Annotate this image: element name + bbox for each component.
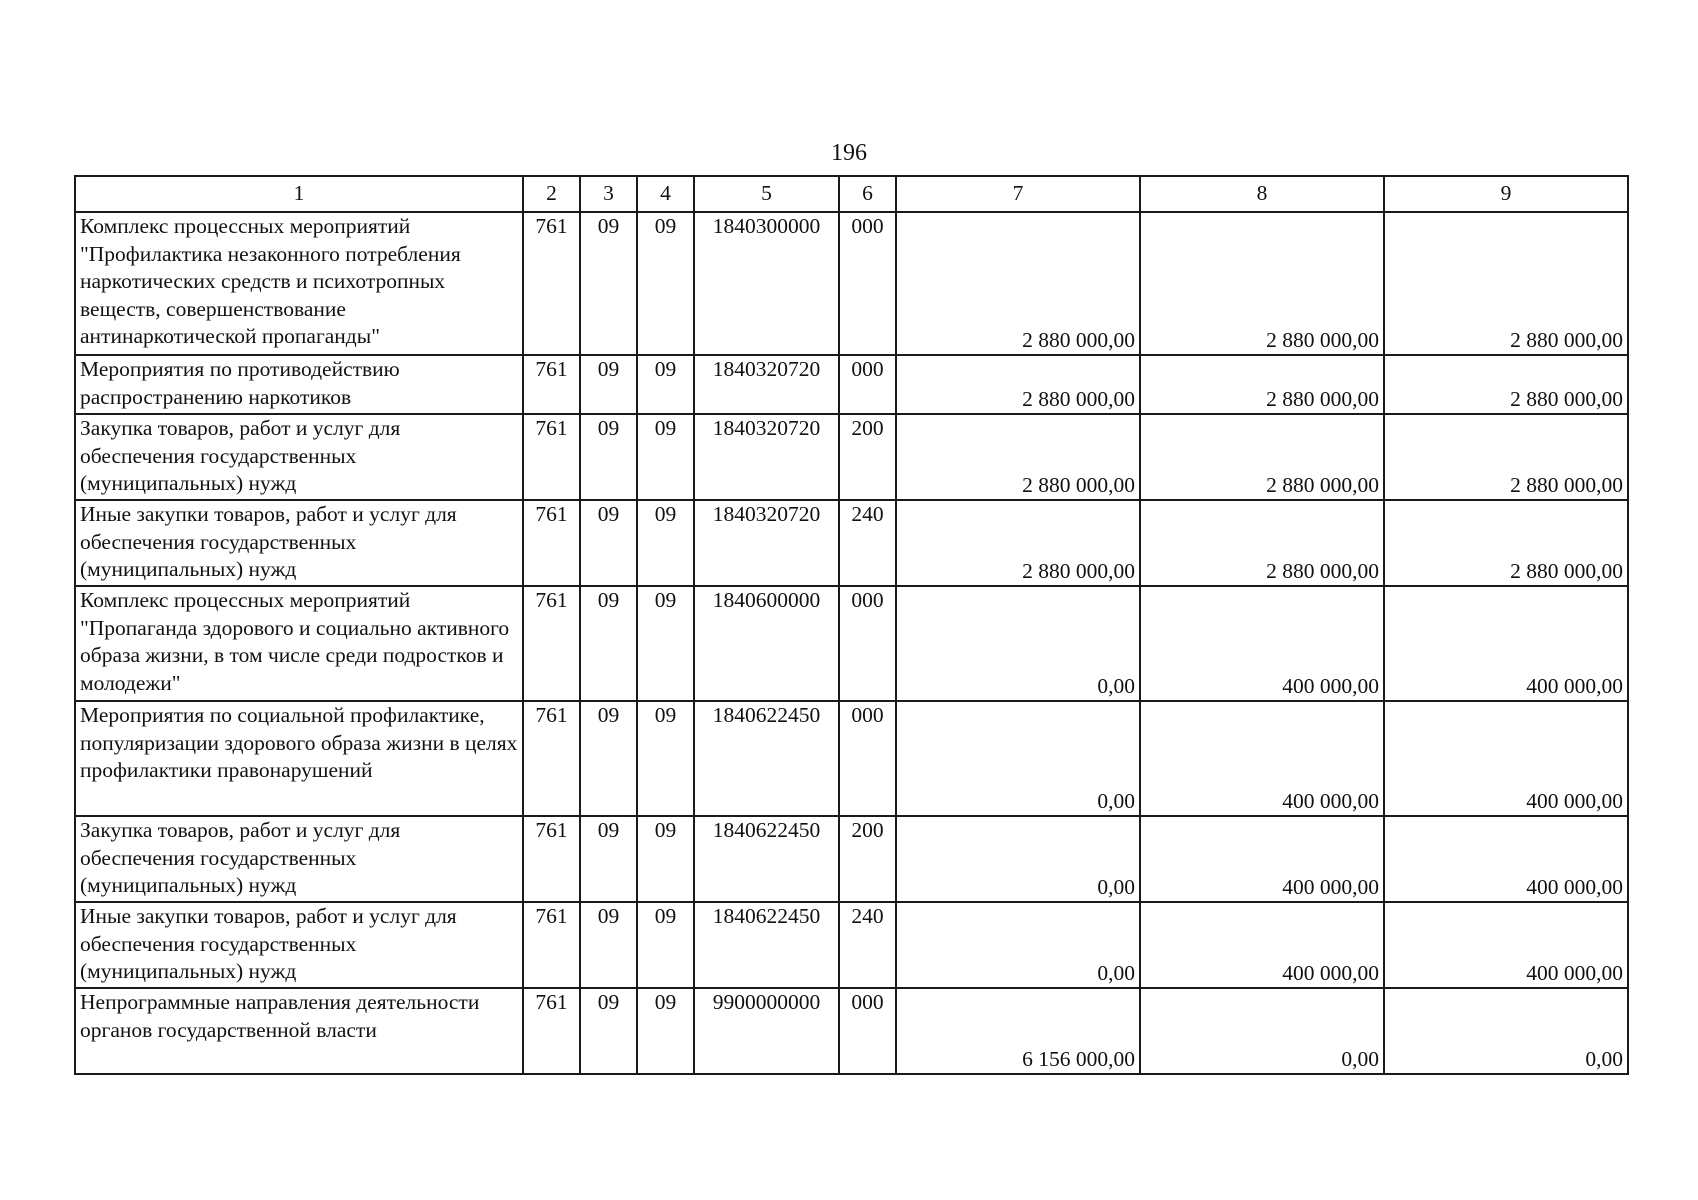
code-cell: 1840300000 <box>694 212 839 355</box>
amount-cell: 2 880 000,00 <box>1384 212 1628 355</box>
code-cell: 09 <box>580 902 637 988</box>
amount-cell: 2 880 000,00 <box>896 355 1140 414</box>
code-cell: 09 <box>637 414 694 500</box>
code-cell: 1840320720 <box>694 414 839 500</box>
code-cell: 240 <box>839 902 896 988</box>
amount-cell: 400 000,00 <box>1140 816 1384 902</box>
amount-cell: 2 880 000,00 <box>896 414 1140 500</box>
code-cell: 761 <box>523 988 580 1074</box>
amount-cell: 400 000,00 <box>1140 701 1384 816</box>
code-cell: 761 <box>523 355 580 414</box>
code-cell: 000 <box>839 701 896 816</box>
amount-cell: 400 000,00 <box>1384 701 1628 816</box>
amount-cell: 2 880 000,00 <box>896 500 1140 586</box>
code-cell: 1840622450 <box>694 902 839 988</box>
amount-cell: 0,00 <box>896 586 1140 701</box>
code-cell: 09 <box>580 701 637 816</box>
row-name-cell: Закупка товаров, работ и услуг для обеспечения государственных (муниципальных) нужд <box>75 816 523 902</box>
code-cell: 000 <box>839 586 896 701</box>
row-name-cell: Комплекс процессных мероприятий "Пропаганда здорового и социально активного образа жизни, в том числе среди подростков и молодежи" <box>75 586 523 701</box>
code-cell: 761 <box>523 500 580 586</box>
amount-cell: 2 880 000,00 <box>1384 500 1628 586</box>
code-cell: 000 <box>839 212 896 355</box>
table-row <box>75 212 1628 355</box>
amount-cell: 400 000,00 <box>1384 902 1628 988</box>
table-row <box>75 355 1628 414</box>
row-name-cell: Непрограммные направления деятельности органов государственной власти <box>75 988 523 1074</box>
amount-cell: 2 880 000,00 <box>1140 212 1384 355</box>
code-cell: 09 <box>637 212 694 355</box>
column-header-3: 3 <box>580 176 637 212</box>
amount-cell: 400 000,00 <box>1384 586 1628 701</box>
header-row <box>75 176 1628 212</box>
table-row <box>75 701 1628 816</box>
code-cell: 09 <box>580 816 637 902</box>
table-row <box>75 586 1628 701</box>
code-cell: 761 <box>523 414 580 500</box>
code-cell: 1840320720 <box>694 500 839 586</box>
code-cell: 09 <box>637 355 694 414</box>
code-cell: 000 <box>839 355 896 414</box>
table-row <box>75 414 1628 500</box>
code-cell: 09 <box>637 988 694 1074</box>
row-name-cell: Комплекс процессных мероприятий "Профилактика незаконного потребления наркотических средств и психотропных веществ, совершенствование антинаркотической пропаганды" <box>75 212 523 355</box>
table-row <box>75 816 1628 902</box>
code-cell: 1840600000 <box>694 586 839 701</box>
row-name-cell: Закупка товаров, работ и услуг для обеспечения государственных (муниципальных) нужд <box>75 414 523 500</box>
budget-table <box>74 175 1629 1075</box>
row-name-cell: Мероприятия по противодействию распространению наркотиков <box>75 355 523 414</box>
code-cell: 09 <box>580 355 637 414</box>
code-cell: 761 <box>523 816 580 902</box>
amount-cell: 400 000,00 <box>1140 586 1384 701</box>
row-name-cell: Мероприятия по социальной профилактике, популяризации здорового образа жизни в целях профилактики правонарушений <box>75 701 523 816</box>
column-header-6: 6 <box>839 176 896 212</box>
code-cell: 200 <box>839 414 896 500</box>
code-cell: 761 <box>523 902 580 988</box>
code-cell: 9900000000 <box>694 988 839 1074</box>
amount-cell: 400 000,00 <box>1384 816 1628 902</box>
code-cell: 761 <box>523 586 580 701</box>
amount-cell: 2 880 000,00 <box>896 212 1140 355</box>
code-cell: 09 <box>637 500 694 586</box>
column-header-2: 2 <box>523 176 580 212</box>
amount-cell: 6 156 000,00 <box>896 988 1140 1074</box>
column-header-4: 4 <box>637 176 694 212</box>
code-cell: 1840320720 <box>694 355 839 414</box>
table-row <box>75 500 1628 586</box>
amount-cell: 2 880 000,00 <box>1140 500 1384 586</box>
code-cell: 09 <box>637 902 694 988</box>
column-header-1: 1 <box>75 176 523 212</box>
code-cell: 240 <box>839 500 896 586</box>
amount-cell: 0,00 <box>1140 988 1384 1074</box>
table-row <box>75 902 1628 988</box>
amount-cell: 2 880 000,00 <box>1384 355 1628 414</box>
column-header-5: 5 <box>694 176 839 212</box>
code-cell: 09 <box>580 212 637 355</box>
table-row <box>75 988 1628 1074</box>
code-cell: 09 <box>580 988 637 1074</box>
row-name-cell: Иные закупки товаров, работ и услуг для обеспечения государственных (муниципальных) нужд <box>75 902 523 988</box>
code-cell: 761 <box>523 701 580 816</box>
amount-cell: 2 880 000,00 <box>1140 355 1384 414</box>
amount-cell: 0,00 <box>1384 988 1628 1074</box>
code-cell: 09 <box>637 816 694 902</box>
page-number: 196 <box>831 140 867 166</box>
row-name-cell: Иные закупки товаров, работ и услуг для обеспечения государственных (муниципальных) нужд <box>75 500 523 586</box>
amount-cell: 0,00 <box>896 701 1140 816</box>
code-cell: 09 <box>580 586 637 701</box>
code-cell: 761 <box>523 212 580 355</box>
code-cell: 000 <box>839 988 896 1074</box>
code-cell: 1840622450 <box>694 816 839 902</box>
code-cell: 09 <box>637 701 694 816</box>
amount-cell: 2 880 000,00 <box>1384 414 1628 500</box>
code-cell: 09 <box>580 414 637 500</box>
code-cell: 09 <box>637 586 694 701</box>
code-cell: 1840622450 <box>694 701 839 816</box>
amount-cell: 400 000,00 <box>1140 902 1384 988</box>
amount-cell: 2 880 000,00 <box>1140 414 1384 500</box>
column-header-8: 8 <box>1140 176 1384 212</box>
code-cell: 200 <box>839 816 896 902</box>
amount-cell: 0,00 <box>896 816 1140 902</box>
column-header-9: 9 <box>1384 176 1628 212</box>
amount-cell: 0,00 <box>896 902 1140 988</box>
column-header-7: 7 <box>896 176 1140 212</box>
code-cell: 09 <box>580 500 637 586</box>
